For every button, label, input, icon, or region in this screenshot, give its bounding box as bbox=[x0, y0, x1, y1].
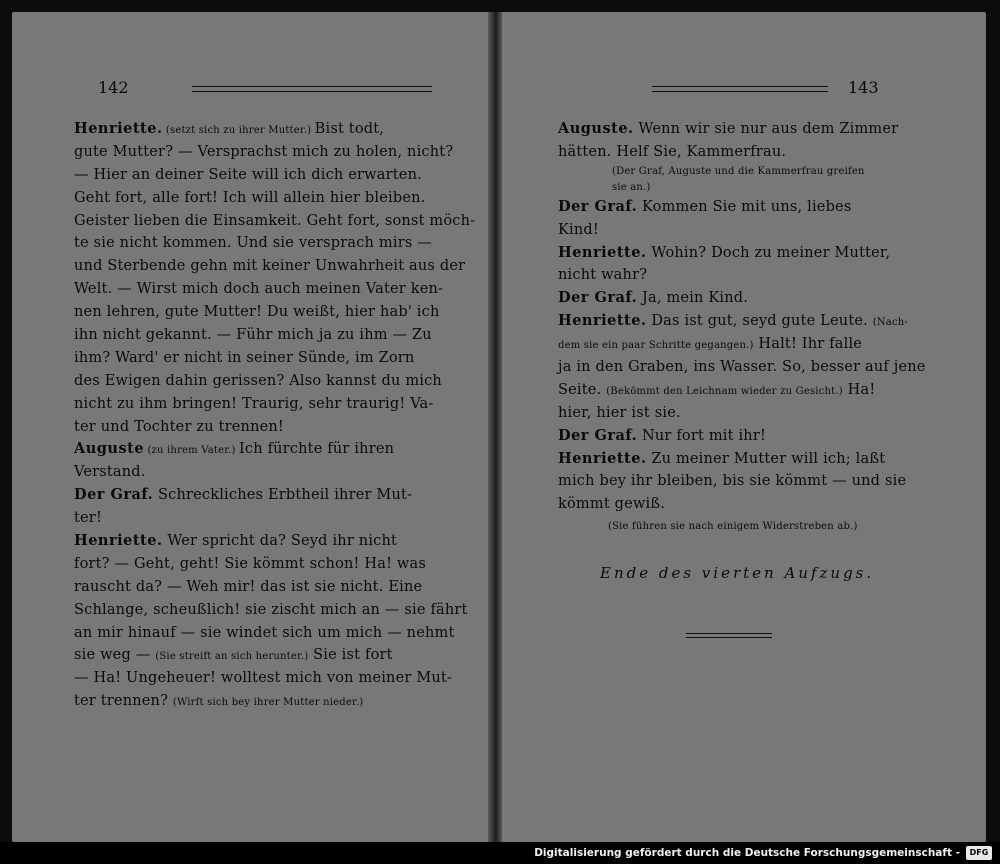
text-line bbox=[74, 576, 434, 599]
end-rule bbox=[686, 633, 772, 638]
line-text: Kommen Sie mit uns, liebes bbox=[637, 198, 852, 215]
line-text: — Ha! Ungeheuer! wolltest mich von meiner Mut- bbox=[74, 670, 453, 687]
stage-direction: (Der Graf, Auguste und die Kammerfrau greifen bbox=[612, 165, 865, 177]
dfg-logo: DFG bbox=[966, 846, 992, 860]
line-text: Welt. — Wirst mich doch auch meinen Vater ken- bbox=[74, 281, 444, 298]
text-line bbox=[558, 448, 884, 471]
line-text: Schreckliches Erbtheil ihrer Mut- bbox=[153, 487, 413, 504]
line-text: hätten. Helf Sie, Kammerfrau. bbox=[558, 143, 787, 160]
text-line bbox=[558, 356, 926, 379]
book-gutter bbox=[488, 12, 502, 842]
text-line bbox=[558, 425, 884, 448]
text-line bbox=[558, 333, 884, 356]
stage-direction: (Bekömmt den Leichnam wieder zu Gesicht.) bbox=[606, 385, 843, 397]
line-text: hier, hier ist sie. bbox=[558, 404, 681, 421]
stage-direction: (Nach- bbox=[872, 317, 908, 329]
text-line bbox=[74, 118, 434, 141]
right-page-text bbox=[558, 118, 926, 535]
line-text: — Hier an deiner Seite will ich dich erwarten. bbox=[74, 166, 422, 183]
text-line bbox=[74, 370, 442, 393]
stage-direction: (Sie streift an sich herunter.) bbox=[155, 651, 309, 663]
line-text: nen lehren, gute Mutter! Du weißt, hier hab' ich bbox=[74, 304, 440, 321]
text-line bbox=[74, 622, 455, 645]
line-text: und Sterbende gehn mit keiner Unwahrheit aus der bbox=[74, 258, 466, 275]
speaker-name: Der Graf. bbox=[558, 426, 638, 444]
text-line bbox=[558, 470, 907, 493]
line-text: Nur fort mit ihr! bbox=[637, 427, 766, 444]
stage-direction: sie an.) bbox=[612, 181, 651, 193]
line-text: te sie nicht kommen. Und sie versprach mirs — bbox=[74, 235, 432, 252]
line-text: ihm? Ward' er nicht in seiner Sünde, im Zorn bbox=[74, 349, 415, 366]
speaker-name: Auguste. bbox=[558, 120, 634, 137]
text-line bbox=[558, 242, 891, 265]
line-text: Halt! Ihr falle bbox=[753, 336, 863, 353]
speaker-name: Der Graf. bbox=[558, 197, 638, 215]
funding-credit: Digitalisierung gefördert durch die Deutsche Forschungsgemeinschaft - bbox=[534, 847, 960, 859]
stage-direction: (zu ihrem Vater.) bbox=[144, 445, 239, 457]
speaker-name: Auguste bbox=[74, 440, 145, 458]
text-line bbox=[74, 667, 453, 690]
speaker-name: Henriette. bbox=[74, 120, 163, 137]
speaker-name: Der Graf. bbox=[558, 289, 638, 307]
text-line bbox=[558, 180, 884, 196]
speaker-name: Der Graf. bbox=[74, 486, 154, 504]
text-line bbox=[74, 484, 434, 507]
text-line bbox=[558, 219, 884, 242]
text-line bbox=[558, 310, 908, 333]
right-page-number: 143 bbox=[848, 78, 879, 97]
speaker-name: Henriette. bbox=[558, 243, 647, 261]
text-line bbox=[74, 187, 434, 210]
line-text: ter trennen? bbox=[74, 693, 173, 710]
text-line bbox=[74, 347, 434, 370]
stage-direction: (setzt sich zu ihrer Mutter.) bbox=[162, 125, 315, 136]
text-line bbox=[74, 301, 440, 324]
stage-direction: (Wirft sich bey ihrer Mutter nieder.) bbox=[172, 697, 364, 709]
line-text: Seite. bbox=[558, 381, 607, 398]
line-text: Schlange, scheußlich! sie zischt mich an — sie fährt bbox=[74, 601, 468, 618]
text-line bbox=[558, 118, 899, 141]
left-page-text bbox=[74, 118, 476, 713]
text-line bbox=[74, 553, 434, 576]
speaker-name: Henriette. bbox=[74, 532, 163, 550]
text-line bbox=[74, 644, 434, 667]
line-text: Ha! bbox=[842, 381, 876, 398]
line-text: gute Mutter? — Versprachst mich zu holen, nicht? bbox=[74, 143, 454, 160]
line-text: Geht fort, alle fort! Ich will allein hier bleiben. bbox=[74, 189, 426, 206]
line-text: ter! bbox=[74, 510, 102, 527]
text-line bbox=[74, 393, 434, 416]
text-line bbox=[74, 164, 434, 187]
text-line bbox=[558, 287, 884, 310]
stage-direction: (Sie führen sie nach einigem Widerstreben ab.) bbox=[608, 521, 858, 533]
line-text: des Ewigen dahin gerissen? Also kannst du mich bbox=[74, 372, 442, 389]
text-line bbox=[74, 210, 476, 233]
line-text: ihn nicht gekannt. — Führ mich ja zu ihm — Zu bbox=[74, 327, 432, 344]
line-text: Ja, mein Kind. bbox=[637, 290, 749, 307]
line-text: an mir hinauf — sie windet sich um mich — nehmt bbox=[74, 624, 455, 641]
text-line bbox=[74, 255, 466, 278]
line-text: rauscht da? — Weh mir! das ist sie nicht. Eine bbox=[74, 578, 423, 595]
line-text: nicht wahr? bbox=[558, 267, 648, 284]
left-header-rule bbox=[192, 86, 432, 92]
line-text: Das ist gut, seyd gute Leute. bbox=[646, 313, 873, 330]
line-text: Verstand. bbox=[74, 464, 146, 481]
text-line bbox=[558, 519, 884, 535]
left-page-number: 142 bbox=[98, 78, 129, 97]
text-line bbox=[74, 461, 434, 484]
text-line bbox=[558, 402, 884, 425]
text-line bbox=[74, 438, 434, 461]
right-header-rule bbox=[652, 86, 828, 92]
act-ending: Ende des vierten Aufzugs. bbox=[600, 564, 875, 582]
line-text: Bist todt, bbox=[314, 121, 385, 137]
speaker-name: Henriette. bbox=[558, 312, 647, 330]
line-text: fort? — Geht, geht! Sie kömmt schon! Ha! was bbox=[74, 555, 426, 572]
text-line bbox=[74, 324, 434, 347]
text-line bbox=[74, 232, 434, 255]
line-text: Wenn wir sie nur aus dem Zimmer bbox=[633, 121, 899, 137]
line-text: mich bey ihr bleiben, bis sie kömmt — und sie bbox=[558, 473, 907, 490]
text-line bbox=[74, 278, 444, 301]
text-line bbox=[74, 416, 434, 439]
line-text: Geister lieben die Einsamkeit. Geht fort, sonst möch- bbox=[74, 212, 476, 229]
text-line bbox=[74, 690, 434, 713]
text-line bbox=[74, 599, 468, 622]
line-text: ter und Tochter zu trennen! bbox=[74, 418, 284, 435]
line-text: Wohin? Doch zu meiner Mutter, bbox=[646, 244, 891, 261]
line-text: nicht zu ihm bringen! Traurig, sehr traurig! Va- bbox=[74, 395, 434, 412]
text-line bbox=[558, 264, 884, 287]
text-line bbox=[74, 141, 454, 164]
line-text: kömmt gewiß. bbox=[558, 496, 666, 513]
speaker-name: Henriette. bbox=[558, 449, 647, 467]
text-line bbox=[74, 507, 434, 530]
text-line bbox=[558, 379, 884, 402]
text-line bbox=[74, 530, 434, 553]
line-text: ja in den Graben, ins Wasser. So, besser auf jene bbox=[558, 359, 926, 376]
line-text: Sie ist fort bbox=[308, 647, 393, 664]
text-line bbox=[558, 493, 884, 516]
text-line bbox=[558, 141, 884, 164]
text-line bbox=[558, 164, 884, 180]
text-line bbox=[558, 196, 884, 219]
line-text: Zu meiner Mutter will ich; laßt bbox=[646, 450, 886, 467]
line-text: Kind! bbox=[558, 221, 599, 238]
stage-direction: dem sie ein paar Schritte gegangen.) bbox=[558, 340, 754, 352]
line-text: sie weg — bbox=[74, 647, 156, 664]
line-text: Ich fürchte für ihren bbox=[238, 441, 395, 458]
line-text: Wer spricht da? Seyd ihr nicht bbox=[162, 533, 398, 550]
